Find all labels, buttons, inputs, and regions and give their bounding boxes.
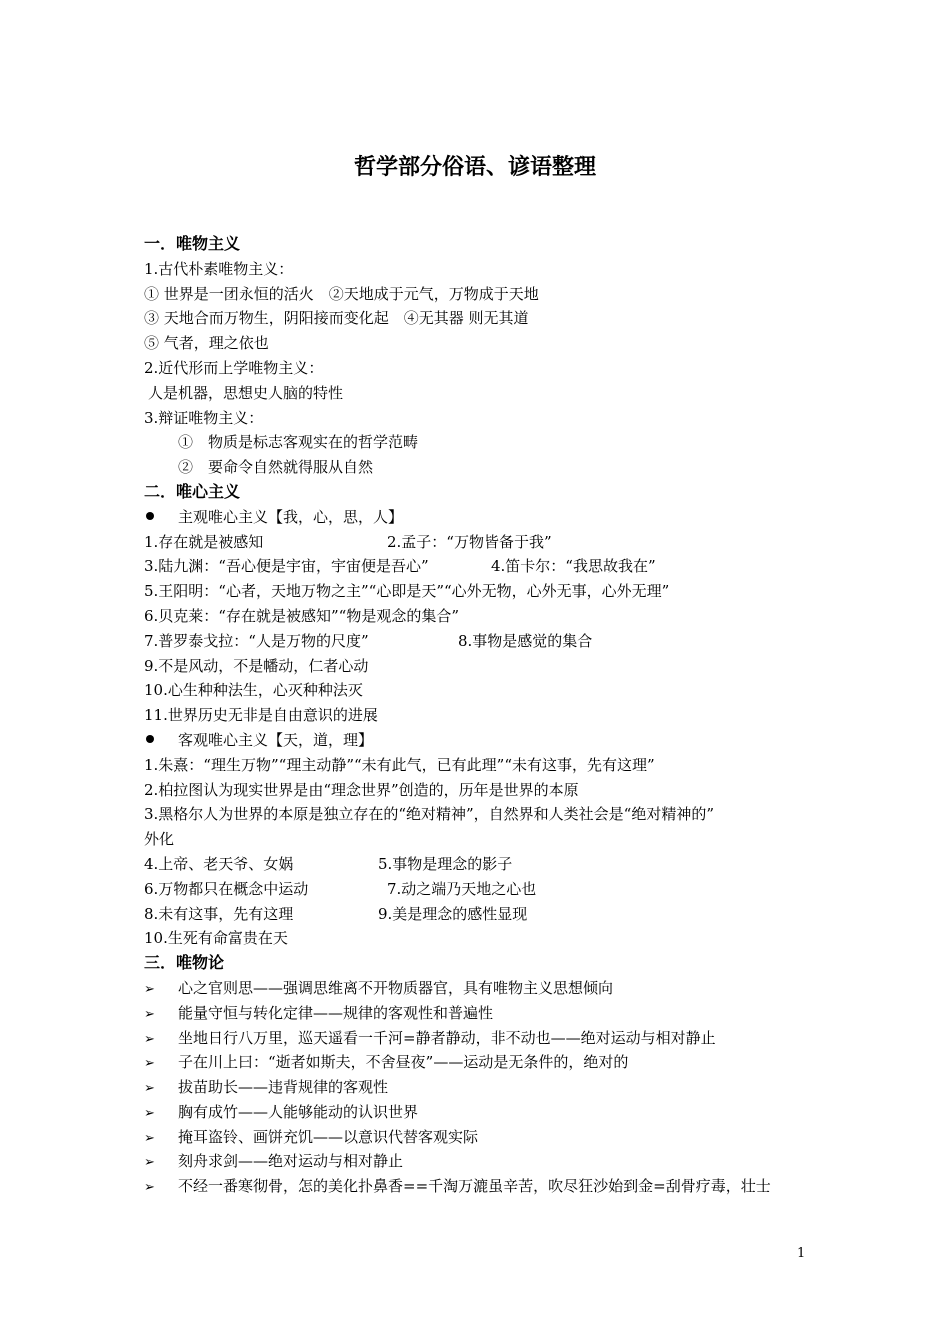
text-line: 3.辩证唯物主义：	[144, 408, 264, 427]
text-line: 10.心生种种法生，心灭种种法灭	[144, 681, 363, 700]
arrow-bullet-icon: ➢	[144, 1155, 155, 1171]
two-column-line	[144, 629, 824, 654]
text-line: ② 要命令自然就得服从自然	[178, 458, 374, 477]
text-line: 人是机器，思想史人脑的特性	[148, 383, 344, 402]
text-item: 2.孟子：“万物皆备于我”	[387, 532, 552, 551]
text-line: 外化	[144, 830, 175, 849]
page-title: 哲学部分俗语、谚语整理	[353, 155, 596, 180]
text-line: ③ 天地合而万物生，阴阳接而变化起 ④无其器 则无其道	[144, 309, 529, 328]
arrow-list-item: ➢ 能量守恒与转化定律——规律的客观性和普遍性	[144, 1001, 824, 1026]
text-line: ① 物质是标志客观实在的哲学范畴	[178, 433, 419, 452]
arrow-bullet-icon: ➢	[144, 1006, 155, 1022]
subheading-subjective: 主观唯心主义【我，心，思，人】	[178, 507, 404, 526]
arrow-list-item: ➢ 胸有成竹——人能够能动的认识世界	[144, 1100, 824, 1125]
arrow-bullet-icon: ➢	[144, 1031, 155, 1047]
text-item: 3.陆九渊：“吾心便是宇宙，宇宙便是吾心”	[144, 557, 429, 576]
section-heading-idealism: 二．唯心主义	[144, 481, 241, 501]
text-item: 9.美是理念的感性显现	[378, 904, 528, 923]
text-item: 4.上帝、老天爷、女娲	[144, 854, 294, 873]
arrow-list-item: ➢ 子在川上曰：“逝者如斯夫，不舍昼夜”——运动是无条件的，绝对的	[144, 1050, 824, 1075]
two-column-line	[144, 554, 824, 579]
text-item: 7.普罗泰戈拉：“人是万物的尺度”	[144, 631, 369, 650]
arrow-bullet-icon: ➢	[144, 1105, 155, 1121]
bullet-dot-icon	[144, 505, 178, 530]
text-item: 5.事物是理念的影子	[378, 854, 513, 873]
two-column-line	[144, 530, 824, 555]
arrow-list-item: ➢ 掩耳盗铃、画饼充饥——以意识代替客观实际	[144, 1125, 824, 1150]
arrow-list-item: ➢ 刻舟求剑——绝对运动与相对静止	[144, 1149, 824, 1174]
bullet-line	[144, 505, 824, 530]
subheading-objective: 客观唯心主义【天，道，理】	[178, 730, 374, 749]
text-line: 1.古代朴素唯物主义：	[144, 259, 294, 278]
bullet-dot-icon	[144, 728, 178, 753]
text-line: ① 世界是一团永恒的活火 ②天地成于元气，万物成于天地	[144, 284, 539, 303]
text-line: ⑤ 气者，理之依也	[144, 334, 269, 353]
arrow-list-item: ➢ 拔苗助长——违背规律的客观性	[144, 1075, 824, 1100]
arrow-list-item: ➢ 坐地日行八万里，巡天遥看一千河=静者静动，非不动也——绝对运动与相对静止	[144, 1026, 824, 1051]
text-item: 4.笛卡尔：“我思故我在”	[491, 557, 656, 576]
section-heading-materialism: 一．唯物主义	[144, 234, 241, 253]
text-line: 6.贝克莱：“存在就是被感知”“物是观念的集合”	[144, 606, 459, 625]
text-line: 11.世界历史无非是自由意识的进展	[144, 706, 378, 725]
text-line: 3.黑格尔人为世界的本原是独立存在的“绝对精神”，自然界和人类社会是“绝对精神的”	[144, 805, 714, 824]
two-column-line	[144, 852, 824, 877]
text-line: 9.不是风动，不是幡动，仁者心动	[144, 656, 369, 675]
arrow-bullet-icon: ➢	[144, 981, 155, 997]
text-item: 1.存在就是被感知	[144, 532, 264, 551]
arrow-bullet-icon: ➢	[144, 1180, 155, 1196]
text-item: 6.万物都只在概念中运动	[144, 879, 309, 898]
text-line: 10.生死有命富贵在天	[144, 929, 288, 948]
text-item: 8.事物是感觉的集合	[458, 631, 593, 650]
arrow-bullet-icon: ➢	[144, 1130, 155, 1146]
arrow-bullet-icon: ➢	[144, 1056, 155, 1072]
text-line: 2.近代形而上学唯物主义：	[144, 358, 324, 377]
two-column-line	[144, 877, 824, 902]
text-item: 8.未有这事，先有这理	[144, 904, 294, 923]
document-body	[144, 232, 824, 1199]
arrow-list-item: ➢ 心之官则思——强调思维离不开物质器官，具有唯物主义思想倾向	[144, 976, 824, 1001]
arrow-bullet-icon: ➢	[144, 1081, 155, 1097]
text-line: 5.王阳明：“心者，天地万物之主”“心即是天”“心外无物，心外无事，心外无理”	[144, 582, 670, 601]
page-number: 1	[797, 1246, 806, 1261]
section-heading-materialist-theory: 三．唯物论	[144, 953, 225, 973]
arrow-list-item: ➢ 不经一番寒彻骨，怎的美化扑鼻香==千淘万漉虽辛苦，吹尽狂沙始到金=刮骨疗毒，壮士	[144, 1174, 824, 1199]
text-line: 1.朱熹：“理生万物”“理主动静”“未有此气，已有此理”“未有这事，先有这理”	[144, 755, 655, 774]
text-line: 2.柏拉图认为现实世界是由“理念世界”创造的，历年是世界的本原	[144, 780, 579, 799]
text-item: 7.动之端乃天地之心也	[387, 879, 537, 898]
bullet-line	[144, 728, 824, 753]
two-column-line	[144, 902, 824, 927]
